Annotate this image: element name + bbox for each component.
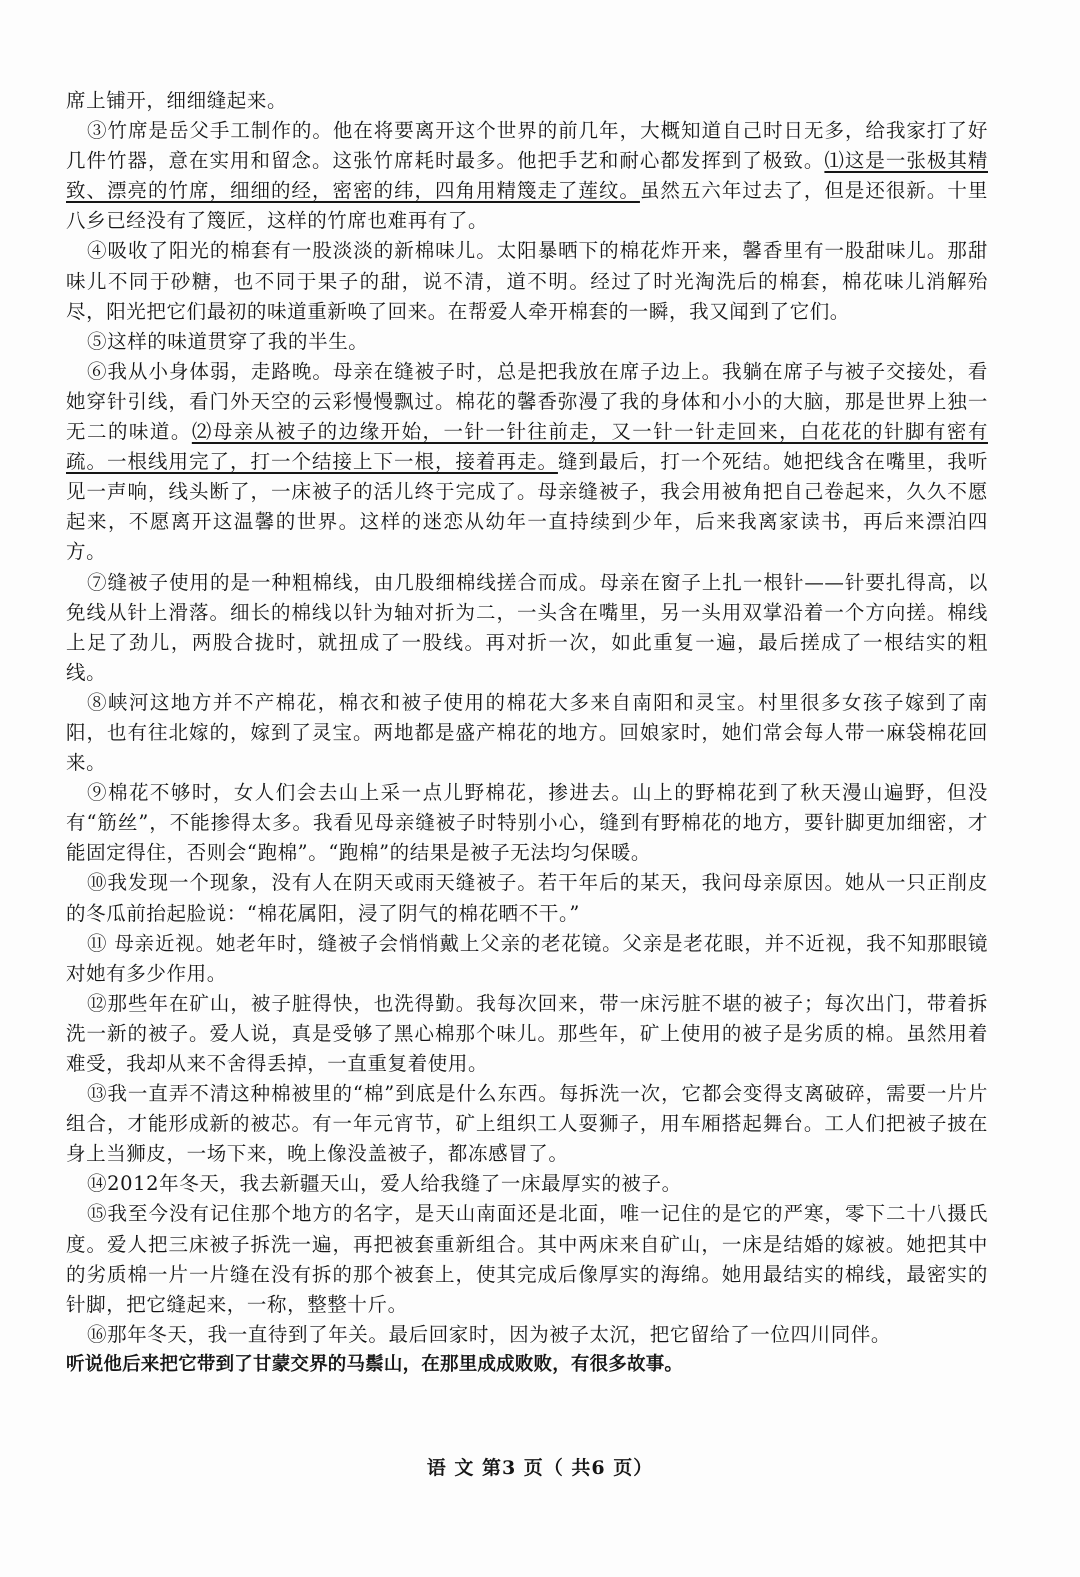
paragraph-10: ⑩我发现一个现象，没有人在阴天或雨天缝被子。若干年后的某天，我问母亲原因。她从一只正削皮的冬瓜前抬起脸说：“棉花属阳，浸了阴气的棉花晒不干。”	[66, 871, 988, 925]
paragraph-7: ⑦缝被子使用的是一种粗棉线，由几股细棉线搓合而成。母亲在窗子上扎一根针——针要扎得高，以免线从针上滑落。细长的棉线以针为轴对折为二，一头含在嘴里，另一头用双掌沿着一个方向搓。棉线上足了劲儿，两股合拢时，就扭成了一股线。再对折一次，如此重复一遍，最后搓成了一根结实的粗线。	[66, 570, 988, 684]
paragraph-9: ⑨棉花不够时，女人们会去山上采一点儿野棉花，掺进去。山上的野棉花到了秋天漫山遍野，但没有“筋丝”，不能掺得太多。我看见母亲缝被子时特别小心，缝到有野棉花的地方，要针脚更加细密，才能固定得住，否则会“跑棉”。“跑棉”的结果是被子无法均匀保暖。	[66, 781, 988, 865]
paragraph-6-pre: ⑥我从小身体弱，走路晚。母亲在缝被子时，总是把我放在席子边上。我躺在席子与被子交接处，看她穿针引线，看门外天空的云彩慢慢飘过。棉花的馨香弥漫了我的身体和小小的大脑，那是世界上独一无二的味道。	[66, 359, 988, 444]
underlined-sentence-2: ⑵母亲从被子的边缘开始，一针一针往前走，又一针一针走回来，白花花的针脚有密有疏。一根线用完了，打一个结接上下一根，接着再走。	[66, 420, 988, 474]
passage-text	[66, 86, 988, 1380]
paragraph-3-post: 虽然五六年过去了，但是还很新。十里八乡已经没有了篾匠，这样的竹席也难再有了。	[66, 179, 988, 233]
paragraph-3	[66, 116, 988, 236]
paragraph-5: ⑤这样的味道贯穿了我的半生。	[87, 329, 369, 353]
paragraph-continuation: 席上铺开，细细缝起来。	[66, 89, 288, 112]
paragraph-14: ⑭2012年冬天，我去新疆天山，爱人给我缝了一床最厚实的被子。	[87, 1172, 682, 1196]
paragraph-12: ⑫那些年在矿山，被子脏得快，也洗得勤。我每次回来，带一床污脏不堪的被子；每次出门，带着拆洗一新的被子。爱人说，真是受够了黑心棉那个味儿。那些年，矿上使用的被子是劣质的棉。虽然用着难受，我却从来不舍得丢掉，一直重复着使用。	[66, 991, 988, 1075]
underlined-sentence-1: ⑴这是一张极其精致、漂亮的竹席，细细的经，密密的纬，四角用精篾走了莲纹。	[66, 149, 988, 203]
paragraph-15: ⑮我至今没有记住那个地方的名字，是天山南面还是北面，唯一记住的是它的严寒，零下二十八摄氏度。爱人把三床被子拆洗一遍，再把被套重新组合。其中两床来自矿山，一床是结婚的嫁被。她把其中的劣质棉一片一片缝在没有拆的那个被套上，使其完成后像厚实的海绵。她用最结实的棉线，最密实的针脚，把它缝起来，一称，整整十斤。	[66, 1202, 988, 1316]
paragraph-4: ④吸收了阳光的棉套有一股淡淡的新棉味儿。太阳暴晒下的棉花炸开来，馨香里有一股甜味儿。那甜味儿不同于砂糖，也不同于果子的甜，说不清，道不明。经过了时光淘洗后的棉套，棉花味儿消解殆尽，阳光把它们最初的味道重新唤了回来。在帮爱人牵开棉套的一瞬，我又闻到了它们。	[66, 239, 988, 323]
paragraph-16: ⑯那年冬天，我一直待到了年关。最后回家时，因为被子太沉，把它留给了一位四川同伴。	[87, 1322, 892, 1346]
paragraph-11: ⑪ 母亲近视。她老年时，缝被子会悄悄戴上父亲的老花镜。父亲是老花眼，并不近视，我不知那眼镜对她有多少作用。	[66, 931, 988, 985]
paragraph-8: ⑧峡河这地方并不产棉花，棉衣和被子使用的棉花大多来自南阳和灵宝。村里很多女孩子嫁到了南阳，也有往北嫁的，嫁到了灵宝。两地都是盛产棉花的地方。回娘家时，她们常会每人带一麻袋棉花回来。	[66, 690, 988, 775]
paragraph-3-pre: ③竹席是岳父手工制作的。他在将要离开这个世界的前几年，大概知道自己时日无多，给我家打了好几件竹器，意在实用和留念。这张竹席耗时最多。他把手艺和耐心都发挥到了极致。	[66, 119, 988, 173]
paragraph-13: ⑬我一直弄不清这种棉被里的“棉”到底是什么东西。每拆洗一次，它都会变得支离破碎，需要一片片组合，才能形成新的被芯。有一年元宵节，矿上组织工人耍狮子，用车厢搭起舞台。工人们把被子披在身上当狮皮，一场下来，晚上像没盖被子，都冻感冒了。	[66, 1082, 988, 1166]
paragraph-16-bold-ending: 听说他后来把它带到了甘蒙交界的马鬃山，在那里成成败败，有很多故事。	[66, 1353, 684, 1375]
paragraph-6	[66, 357, 988, 568]
paragraph-6-post: 缝到最后，打一个死结。她把线含在嘴里，我听见一声响，线头断了，一床被子的活儿终于完成了。母亲缝被子，我会用被角把自己卷起来，久久不愿起来，不愿离开这温馨的世界。这样的迷恋从幼年一直持续到少年，后来我离家读书，再后来漂泊四方。	[66, 450, 988, 564]
page-footer: 语 文 第3 页（ 共6 页）	[426, 1457, 654, 1479]
